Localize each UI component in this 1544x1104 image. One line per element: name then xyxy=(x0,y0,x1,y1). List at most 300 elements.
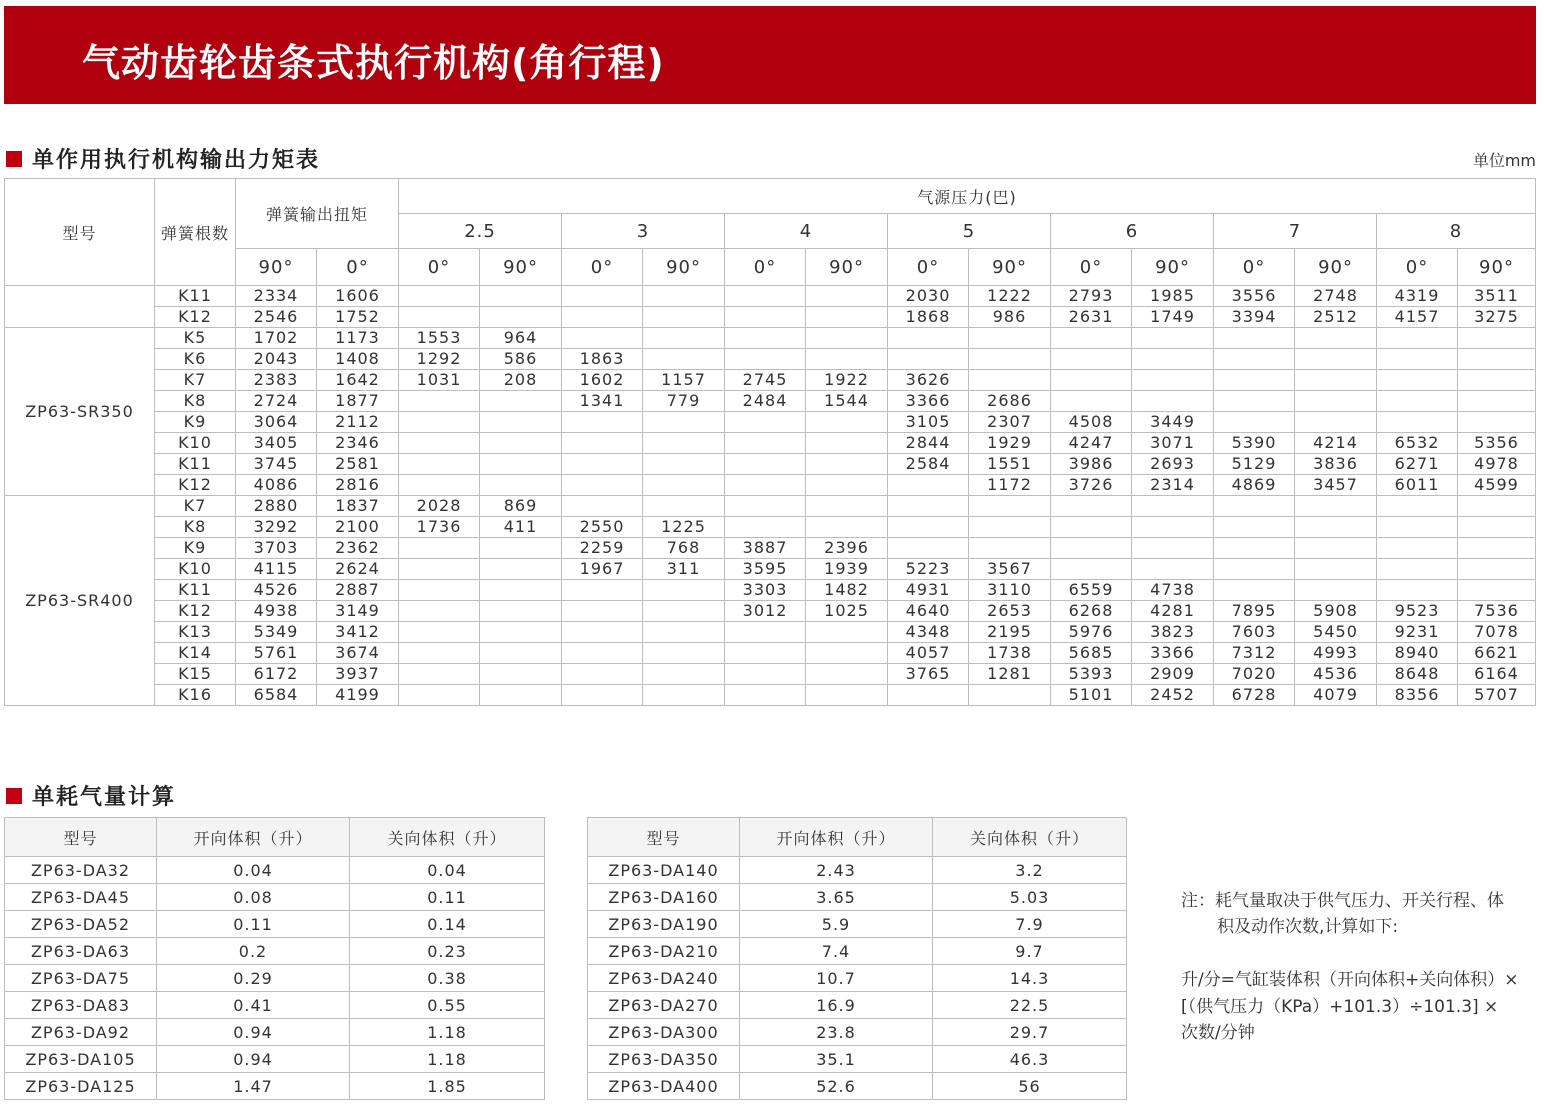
spring-count-cell: K14 xyxy=(155,643,236,664)
torque-cell xyxy=(1214,559,1295,580)
torque-cell: 3887 xyxy=(725,538,806,559)
torque-cell xyxy=(969,517,1051,538)
header-spring-torque: 弹簧输出扭矩 xyxy=(236,179,399,249)
spring-count-cell: K11 xyxy=(155,286,236,307)
torque-cell xyxy=(1295,370,1377,391)
torque-cell: 2624 xyxy=(317,559,399,580)
torque-cell: 8940 xyxy=(1377,643,1458,664)
formula-line-1: 升/分=气缸装体积（开向体积+关向体积）× xyxy=(1181,970,1519,990)
torque-cell: 6532 xyxy=(1377,433,1458,454)
torque-cell: 5707 xyxy=(1458,685,1536,706)
torque-cell: 4079 xyxy=(1295,685,1377,706)
torque-cell xyxy=(725,622,806,643)
table-row xyxy=(5,992,545,1019)
torque-cell: 4115 xyxy=(236,559,317,580)
torque-cell xyxy=(1458,391,1536,412)
table-row xyxy=(5,965,545,992)
table-row xyxy=(5,559,1536,580)
torque-cell xyxy=(806,685,888,706)
header-pressure: 5 xyxy=(888,214,1051,249)
torque-cell xyxy=(806,643,888,664)
torque-cell xyxy=(888,475,969,496)
air-volume-cell: 0.41 xyxy=(157,992,350,1019)
torque-cell: 1702 xyxy=(236,328,317,349)
table-row xyxy=(5,1073,545,1100)
torque-cell: 7078 xyxy=(1458,622,1536,643)
table-row xyxy=(588,1073,1127,1100)
torque-cell: 4086 xyxy=(236,475,317,496)
spring-count-cell: K12 xyxy=(155,475,236,496)
table-row xyxy=(5,857,545,884)
air-volume-cell: 1.18 xyxy=(350,1019,545,1046)
torque-cell xyxy=(480,475,562,496)
torque-cell xyxy=(480,601,562,622)
torque-cell: 3405 xyxy=(236,433,317,454)
torque-cell: 2362 xyxy=(317,538,399,559)
air-volume-cell: 5.03 xyxy=(933,884,1127,911)
air-volume-cell: 29.7 xyxy=(933,1019,1127,1046)
spring-count-cell: K6 xyxy=(155,349,236,370)
air-model-cell: ZP63-DA63 xyxy=(5,938,157,965)
torque-cell: 2745 xyxy=(725,370,806,391)
torque-cell: 2844 xyxy=(888,433,969,454)
torque-cell: 2028 xyxy=(399,496,480,517)
torque-cell: 5393 xyxy=(1051,664,1132,685)
header-pressure: 6 xyxy=(1051,214,1214,249)
spring-count-cell: K12 xyxy=(155,307,236,328)
torque-cell: 5390 xyxy=(1214,433,1295,454)
torque-cell xyxy=(562,580,643,601)
torque-cell: 2653 xyxy=(969,601,1051,622)
torque-cell xyxy=(1458,496,1536,517)
torque-cell xyxy=(399,559,480,580)
torque-cell xyxy=(562,412,643,433)
torque-cell: 3986 xyxy=(1051,454,1132,475)
torque-cell xyxy=(1295,496,1377,517)
torque-cell xyxy=(562,622,643,643)
torque-cell xyxy=(1377,559,1458,580)
torque-cell xyxy=(562,601,643,622)
torque-cell xyxy=(1377,496,1458,517)
torque-cell xyxy=(480,433,562,454)
torque-cell: 6728 xyxy=(1214,685,1295,706)
model-cell xyxy=(5,286,155,328)
torque-cell: 1868 xyxy=(888,307,969,328)
section-marker-icon xyxy=(6,151,22,167)
air-volume-cell: 0.04 xyxy=(350,857,545,884)
torque-cell xyxy=(643,307,725,328)
air-volume-cell: 3.2 xyxy=(933,857,1127,884)
torque-cell xyxy=(1214,496,1295,517)
header-spring-angle: 0° xyxy=(317,249,399,286)
torque-cell xyxy=(1051,559,1132,580)
header-air-pressure: 气源压力(巴) xyxy=(399,179,1536,214)
air-model-cell: ZP63-DA210 xyxy=(588,938,740,965)
torque-cell: 1922 xyxy=(806,370,888,391)
torque-cell xyxy=(1295,538,1377,559)
torque-cell: 3457 xyxy=(1295,475,1377,496)
header-angle: 90° xyxy=(806,249,888,286)
torque-cell xyxy=(969,349,1051,370)
torque-cell xyxy=(1458,580,1536,601)
header-angle: 90° xyxy=(1458,249,1536,286)
torque-cell xyxy=(725,643,806,664)
torque-cell xyxy=(888,496,969,517)
torque-cell xyxy=(643,622,725,643)
torque-cell: 5349 xyxy=(236,622,317,643)
torque-cell: 4738 xyxy=(1132,580,1214,601)
torque-cell: 3449 xyxy=(1132,412,1214,433)
torque-cell: 2195 xyxy=(969,622,1051,643)
torque-cell: 5101 xyxy=(1051,685,1132,706)
torque-cell: 311 xyxy=(643,559,725,580)
torque-cell: 3149 xyxy=(317,601,399,622)
torque-cell xyxy=(562,307,643,328)
torque-cell: 2396 xyxy=(806,538,888,559)
torque-cell: 4931 xyxy=(888,580,969,601)
torque-cell: 2550 xyxy=(562,517,643,538)
torque-cell: 5129 xyxy=(1214,454,1295,475)
torque-cell xyxy=(399,412,480,433)
spring-count-cell: K9 xyxy=(155,538,236,559)
table-row xyxy=(5,938,545,965)
table-row xyxy=(5,911,545,938)
header-angle: 0° xyxy=(1214,249,1295,286)
header-angle: 90° xyxy=(969,249,1051,286)
table-row xyxy=(5,349,1536,370)
torque-cell xyxy=(643,475,725,496)
torque-cell: 1408 xyxy=(317,349,399,370)
torque-cell xyxy=(399,433,480,454)
spring-count-cell: K9 xyxy=(155,412,236,433)
torque-cell: 3071 xyxy=(1132,433,1214,454)
section-header-air xyxy=(6,780,176,811)
torque-cell: 1553 xyxy=(399,328,480,349)
torque-cell xyxy=(1214,580,1295,601)
torque-cell: 2112 xyxy=(317,412,399,433)
torque-cell xyxy=(643,643,725,664)
torque-cell: 208 xyxy=(480,370,562,391)
table-row xyxy=(5,433,1536,454)
torque-cell: 4281 xyxy=(1132,601,1214,622)
torque-cell: 2581 xyxy=(317,454,399,475)
spring-count-cell: K8 xyxy=(155,391,236,412)
air-volume-cell: 56 xyxy=(933,1073,1127,1100)
torque-cell: 1602 xyxy=(562,370,643,391)
spring-count-cell: K15 xyxy=(155,664,236,685)
torque-cell xyxy=(1132,559,1214,580)
torque-cell xyxy=(1132,538,1214,559)
torque-cell: 4319 xyxy=(1377,286,1458,307)
air-volume-cell: 46.3 xyxy=(933,1046,1127,1073)
air-model-cell: ZP63-DA52 xyxy=(5,911,157,938)
torque-cell: 869 xyxy=(480,496,562,517)
air-volume-cell: 22.5 xyxy=(933,992,1127,1019)
air-volume-cell: 0.08 xyxy=(157,884,350,911)
torque-cell: 3105 xyxy=(888,412,969,433)
torque-cell: 1025 xyxy=(806,601,888,622)
torque-cell xyxy=(480,622,562,643)
header-angle: 90° xyxy=(1295,249,1377,286)
torque-cell: 1482 xyxy=(806,580,888,601)
air-volume-cell: 35.1 xyxy=(740,1046,933,1073)
torque-cell: 1551 xyxy=(969,454,1051,475)
torque-cell xyxy=(1377,349,1458,370)
torque-cell xyxy=(806,433,888,454)
torque-cell xyxy=(1051,538,1132,559)
torque-cell: 1752 xyxy=(317,307,399,328)
torque-cell: 2346 xyxy=(317,433,399,454)
torque-cell: 3726 xyxy=(1051,475,1132,496)
table-row xyxy=(5,601,1536,622)
table-row xyxy=(588,938,1127,965)
torque-cell xyxy=(1132,349,1214,370)
torque-cell xyxy=(888,685,969,706)
air-header-cell: 开向体积（升） xyxy=(157,818,350,857)
torque-cell: 3836 xyxy=(1295,454,1377,475)
torque-cell: 1031 xyxy=(399,370,480,391)
spring-count-cell: K11 xyxy=(155,580,236,601)
torque-cell xyxy=(399,685,480,706)
table-row xyxy=(588,857,1127,884)
torque-cell xyxy=(562,643,643,664)
torque-cell xyxy=(562,328,643,349)
table-row xyxy=(5,643,1536,664)
torque-cell xyxy=(1458,538,1536,559)
page-title: 气动齿轮齿条式执行机构(角行程) xyxy=(82,41,665,85)
table-row xyxy=(5,307,1536,328)
table-row xyxy=(588,911,1127,938)
torque-cell: 1877 xyxy=(317,391,399,412)
torque-cell: 2259 xyxy=(562,538,643,559)
torque-cell: 2043 xyxy=(236,349,317,370)
section-title-torque: 单作用执行机构输出力矩表 xyxy=(32,148,321,173)
torque-cell: 6559 xyxy=(1051,580,1132,601)
torque-cell xyxy=(969,328,1051,349)
air-volume-cell: 7.4 xyxy=(740,938,933,965)
torque-cell xyxy=(725,286,806,307)
torque-cell xyxy=(725,328,806,349)
torque-cell xyxy=(643,433,725,454)
air-volume-cell: 0.38 xyxy=(350,965,545,992)
torque-cell xyxy=(643,454,725,475)
torque-cell: 5450 xyxy=(1295,622,1377,643)
torque-cell xyxy=(480,412,562,433)
torque-cell: 1642 xyxy=(317,370,399,391)
table-row xyxy=(5,370,1536,391)
air-model-cell: ZP63-DA160 xyxy=(588,884,740,911)
torque-cell: 1749 xyxy=(1132,307,1214,328)
torque-cell: 1281 xyxy=(969,664,1051,685)
torque-cell xyxy=(969,496,1051,517)
torque-cell xyxy=(725,307,806,328)
torque-cell xyxy=(888,517,969,538)
torque-cell: 2100 xyxy=(317,517,399,538)
torque-cell: 2512 xyxy=(1295,307,1377,328)
note-line-2: 积及动作次数,计算如下: xyxy=(1217,917,1399,937)
torque-cell: 3703 xyxy=(236,538,317,559)
torque-cell: 2909 xyxy=(1132,664,1214,685)
table-row xyxy=(5,685,1536,706)
torque-cell xyxy=(725,349,806,370)
torque-cell: 3937 xyxy=(317,664,399,685)
formula-line-3: 次数/分钟 xyxy=(1181,1023,1255,1043)
torque-cell: 7536 xyxy=(1458,601,1536,622)
torque-cell xyxy=(806,496,888,517)
torque-cell xyxy=(1295,517,1377,538)
air-model-cell: ZP63-DA83 xyxy=(5,992,157,1019)
spring-count-cell: K12 xyxy=(155,601,236,622)
spring-count-cell: K16 xyxy=(155,685,236,706)
torque-cell xyxy=(1051,349,1132,370)
torque-cell xyxy=(562,664,643,685)
torque-cell: 2724 xyxy=(236,391,317,412)
air-volume-cell: 0.94 xyxy=(157,1046,350,1073)
torque-cell: 3556 xyxy=(1214,286,1295,307)
air-header-cell: 开向体积（升） xyxy=(740,818,933,857)
torque-cell: 9523 xyxy=(1377,601,1458,622)
air-model-cell: ZP63-DA400 xyxy=(588,1073,740,1100)
header-pressure: 3 xyxy=(562,214,725,249)
note-line-1: 注：耗气量取决于供气压力、开关行程、体 xyxy=(1181,891,1504,911)
air-volume-cell: 0.2 xyxy=(157,938,350,965)
torque-cell: 1863 xyxy=(562,349,643,370)
torque-cell xyxy=(399,454,480,475)
spring-count-cell: K10 xyxy=(155,559,236,580)
table-row xyxy=(588,1046,1127,1073)
air-header-cell: 型号 xyxy=(588,818,740,857)
torque-cell: 4508 xyxy=(1051,412,1132,433)
torque-cell: 1939 xyxy=(806,559,888,580)
torque-cell: 2880 xyxy=(236,496,317,517)
torque-cell xyxy=(1377,412,1458,433)
header-spring-angle: 90° xyxy=(236,249,317,286)
torque-cell: 7020 xyxy=(1214,664,1295,685)
torque-cell: 3511 xyxy=(1458,286,1536,307)
torque-cell xyxy=(806,517,888,538)
air-volume-cell: 1.47 xyxy=(157,1073,350,1100)
torque-cell xyxy=(1214,328,1295,349)
header-spring-count: 弹簧根数 xyxy=(155,179,236,286)
spring-count-cell: K7 xyxy=(155,496,236,517)
torque-cell xyxy=(562,475,643,496)
torque-cell xyxy=(480,538,562,559)
torque-cell: 4599 xyxy=(1458,475,1536,496)
torque-cell: 2584 xyxy=(888,454,969,475)
torque-cell xyxy=(1051,517,1132,538)
torque-cell xyxy=(1377,391,1458,412)
torque-cell: 6268 xyxy=(1051,601,1132,622)
torque-cell: 4348 xyxy=(888,622,969,643)
torque-cell: 5356 xyxy=(1458,433,1536,454)
header-pressure: 2.5 xyxy=(399,214,562,249)
torque-cell xyxy=(643,664,725,685)
air-volume-cell: 0.04 xyxy=(157,857,350,884)
torque-cell: 2334 xyxy=(236,286,317,307)
torque-cell: 2887 xyxy=(317,580,399,601)
torque-cell: 4214 xyxy=(1295,433,1377,454)
torque-cell xyxy=(1377,538,1458,559)
air-consumption-table-left xyxy=(4,817,545,1100)
air-volume-cell: 0.14 xyxy=(350,911,545,938)
torque-cell xyxy=(399,286,480,307)
torque-cell: 4526 xyxy=(236,580,317,601)
header-angle: 90° xyxy=(480,249,562,286)
torque-cell xyxy=(399,601,480,622)
air-volume-cell: 0.94 xyxy=(157,1019,350,1046)
air-header-cell: 型号 xyxy=(5,818,157,857)
torque-cell xyxy=(888,538,969,559)
air-consumption-table-right xyxy=(587,817,1127,1100)
torque-cell xyxy=(480,307,562,328)
torque-cell xyxy=(1051,370,1132,391)
torque-cell xyxy=(969,370,1051,391)
torque-cell xyxy=(969,538,1051,559)
torque-cell: 4157 xyxy=(1377,307,1458,328)
torque-cell: 3765 xyxy=(888,664,969,685)
torque-cell xyxy=(643,349,725,370)
header-angle: 0° xyxy=(725,249,806,286)
table-row xyxy=(588,992,1127,1019)
torque-cell: 3275 xyxy=(1458,307,1536,328)
air-volume-cell: 10.7 xyxy=(740,965,933,992)
table-row xyxy=(588,965,1127,992)
torque-cell: 779 xyxy=(643,391,725,412)
torque-cell: 8356 xyxy=(1377,685,1458,706)
torque-cell: 586 xyxy=(480,349,562,370)
torque-cell xyxy=(562,685,643,706)
torque-cell xyxy=(643,412,725,433)
torque-cell: 2307 xyxy=(969,412,1051,433)
torque-cell: 2484 xyxy=(725,391,806,412)
torque-cell xyxy=(1051,391,1132,412)
air-volume-cell: 0.11 xyxy=(350,884,545,911)
table-row xyxy=(5,454,1536,475)
torque-cell: 5761 xyxy=(236,643,317,664)
table-row xyxy=(5,538,1536,559)
torque-cell xyxy=(1458,559,1536,580)
torque-cell xyxy=(806,454,888,475)
section-header-torque xyxy=(6,143,320,174)
torque-cell: 1225 xyxy=(643,517,725,538)
title-banner xyxy=(4,6,1536,104)
air-model-cell: ZP63-DA92 xyxy=(5,1019,157,1046)
torque-cell xyxy=(1458,517,1536,538)
torque-cell xyxy=(562,286,643,307)
model-cell: ZP63-SR400 xyxy=(5,496,155,706)
air-volume-cell: 5.9 xyxy=(740,911,933,938)
table-row xyxy=(5,328,1536,349)
torque-cell xyxy=(725,664,806,685)
air-volume-cell: 52.6 xyxy=(740,1073,933,1100)
torque-cell xyxy=(480,580,562,601)
torque-cell xyxy=(725,412,806,433)
torque-cell xyxy=(725,475,806,496)
torque-cell xyxy=(399,307,480,328)
torque-cell xyxy=(1132,370,1214,391)
torque-cell: 1341 xyxy=(562,391,643,412)
header-pressure: 8 xyxy=(1377,214,1536,249)
torque-cell xyxy=(1295,412,1377,433)
air-model-cell: ZP63-DA240 xyxy=(588,965,740,992)
air-model-cell: ZP63-DA125 xyxy=(5,1073,157,1100)
spring-count-cell: K7 xyxy=(155,370,236,391)
torque-cell: 3595 xyxy=(725,559,806,580)
torque-cell: 1292 xyxy=(399,349,480,370)
torque-cell xyxy=(1295,328,1377,349)
table-row xyxy=(5,496,1536,517)
air-volume-cell: 23.8 xyxy=(740,1019,933,1046)
